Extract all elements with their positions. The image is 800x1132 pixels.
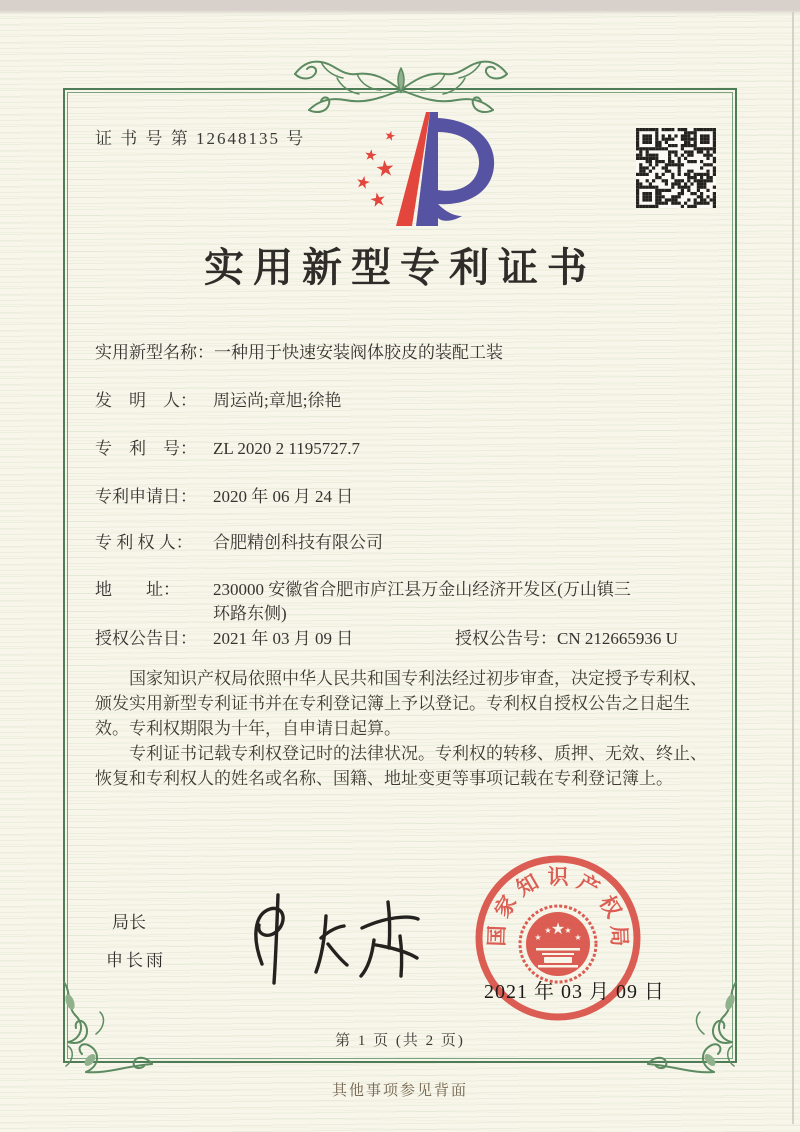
seal-char: 产 <box>573 869 604 901</box>
commissioner-name: 申长雨 <box>106 951 166 970</box>
legal-text <box>95 666 709 791</box>
seal-char: 知 <box>512 869 543 901</box>
svg-text:★: ★ <box>382 127 398 146</box>
field-label: 授权公告号： <box>455 629 557 648</box>
cnipa-logo-icon <box>334 104 514 232</box>
svg-text:★: ★ <box>574 933 582 942</box>
page-title: 实用新型专利证书 <box>204 245 596 290</box>
svg-text:★: ★ <box>362 145 379 165</box>
qr-code <box>636 128 716 208</box>
field-label: 专 利 权 人： <box>95 533 193 552</box>
field-value: CN 212665936 U <box>557 629 678 648</box>
reverse-side-note: 其他事项参见背面 <box>331 1083 468 1099</box>
seal-char: 局 <box>606 924 632 947</box>
field-value: 2021 年 03 月 09 日 <box>213 629 354 648</box>
svg-text:★: ★ <box>353 171 373 195</box>
commissioner-title: 局长 <box>112 913 146 932</box>
seal-date: 2021 年 03 月 09 日 <box>484 981 665 1003</box>
legal-paragraph-1: 国家知识产权局依照中华人民共和国专利法经过初步审查，决定授予专利权、颁发实用新型专利证书并在专利登记簿上予以登记。专利权自授权公告之日起生效。专利权期限为十年，自申请日起算。 <box>95 669 707 738</box>
scan-edge-top-fade <box>0 10 800 15</box>
svg-text:★: ★ <box>544 926 552 935</box>
corner-ornament-left <box>56 976 168 1080</box>
svg-text:★: ★ <box>550 919 566 938</box>
svg-text:★: ★ <box>564 926 572 935</box>
field-row-filing-date <box>95 485 713 509</box>
field-row-grant <box>95 627 713 651</box>
field-label: 实用新型名称： <box>95 343 214 362</box>
field-value: 一种用于快速安装阀体胶皮的装配工装 <box>214 343 503 362</box>
field-label: 发 明 人： <box>95 391 197 410</box>
field-value: 2020 年 06 月 24 日 <box>213 487 354 506</box>
seal-char: 家 <box>490 891 522 922</box>
field-label: 专利申请日： <box>95 487 197 506</box>
field-label: 地 址： <box>95 580 180 599</box>
certificate-number: 证 书 号 第 12648135 号 <box>95 129 306 148</box>
field-row-invention-name <box>95 341 713 365</box>
field-row-inventors <box>95 389 713 413</box>
seal-char: 权 <box>594 891 626 922</box>
field-value: 230000 安徽省合肥市庐江县万金山经济开发区(万山镇三环路东侧) <box>213 580 631 623</box>
svg-text:★: ★ <box>374 156 397 183</box>
svg-text:★: ★ <box>534 933 542 942</box>
field-row-patentee <box>95 531 713 555</box>
scan-edge-top <box>0 0 800 10</box>
field-row-patent-number <box>95 437 713 461</box>
seal-char: 识 <box>547 865 569 889</box>
field-row-address <box>95 578 713 626</box>
svg-text:★: ★ <box>367 187 389 213</box>
scan-edge-right <box>792 12 794 1124</box>
national-emblem-icon <box>520 906 596 982</box>
field-label: 专 利 号： <box>95 439 197 458</box>
field-value: 周运尚;章旭;徐艳 <box>213 391 342 410</box>
field-value: 合肥精创科技有限公司 <box>213 533 383 552</box>
commissioner-autograph <box>226 890 421 990</box>
page-footer: 第 1 页 (共 2 页) <box>335 1033 465 1049</box>
legal-paragraph-2: 专利证书记载专利权登记时的法律状况。专利权的转移、质押、无效、终止、恢复和专利权人的姓名或名称、国籍、地址变更等事项记载在专利登记簿上。 <box>95 744 707 788</box>
field-value: ZL 2020 2 1195727.7 <box>213 439 361 458</box>
seal-char: 国 <box>484 924 510 947</box>
field-label: 授权公告日： <box>95 629 197 648</box>
